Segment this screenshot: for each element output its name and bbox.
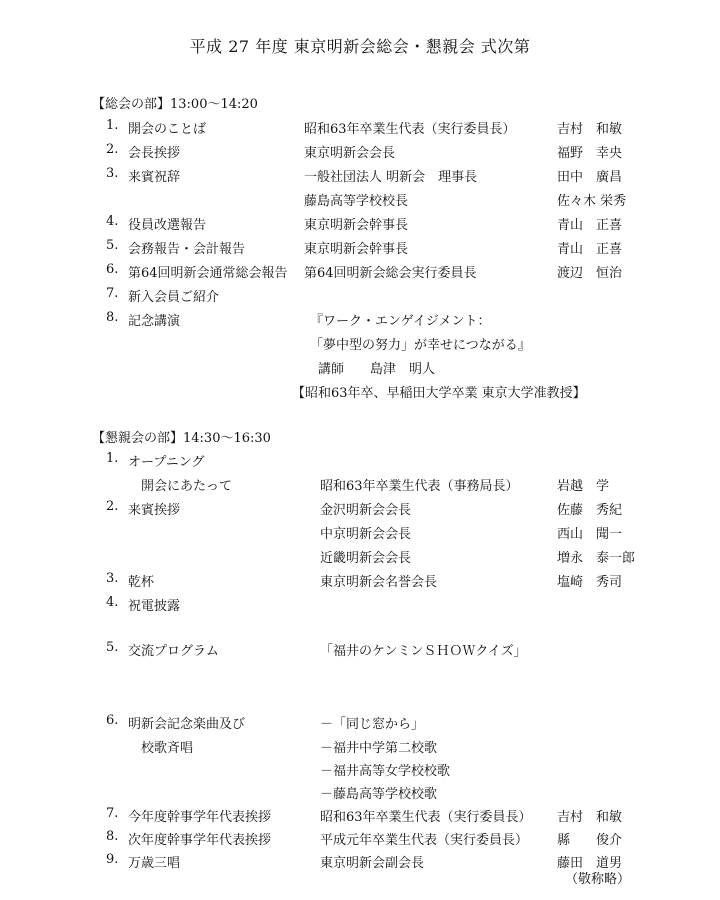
item-number: 9. [106, 852, 119, 867]
program-row [0, 499, 720, 519]
party-heading: 【懇親会の部】14:30〜16:30 [92, 431, 271, 446]
item-person: 田中 廣昌 [557, 170, 623, 185]
item-person: 佐々木 栄秀 [557, 194, 627, 209]
item-person: 青山 正喜 [557, 242, 623, 257]
item-label: 次年度幹事学年代表挨拶 [128, 833, 272, 848]
item-number: 1. [106, 118, 119, 133]
lecture-title: 『ワーク・エンゲイジメント： [310, 314, 491, 329]
program-row [0, 142, 720, 162]
item-number: 2. [106, 499, 119, 514]
item-role: 昭和63年卒業生代表（実行委員長） [320, 810, 532, 825]
item-role: 東京明新会幹事長 [304, 242, 409, 257]
general-meeting-heading: 【総会の部】13:00〜14:20 [92, 97, 258, 112]
program-row [0, 640, 720, 660]
item-role: －「同じ窓から」 [320, 717, 425, 732]
item-label: 祝電披露 [128, 599, 181, 614]
item-number: 3. [106, 166, 119, 181]
item-label: 新入会員ご紹介 [128, 290, 220, 305]
item-label: 校歌斉唱 [128, 741, 194, 756]
program-row [0, 262, 720, 282]
item-role: 一般社団法人 明新会 理事長 [304, 170, 478, 185]
program-row [0, 214, 720, 234]
program-row [0, 190, 720, 210]
item-role: 藤島高等学校校長 [304, 194, 409, 209]
item-role: 昭和63年卒業生代表（実行委員長） [304, 122, 516, 137]
item-label: 万歳三唱 [128, 856, 181, 871]
item-number: 4. [106, 214, 119, 229]
program-row [0, 547, 720, 567]
item-person: 佐藤 秀紀 [557, 503, 623, 518]
item-person: 藤田 道男 [557, 856, 623, 871]
lecture-speaker: 講師 島津 明人 [318, 362, 436, 377]
item-number: 8. [106, 310, 119, 325]
item-number: 1. [106, 451, 119, 466]
item-role: －福井高等女学校校歌 [320, 764, 451, 779]
item-number: 6. [106, 262, 119, 277]
item-role: 第64回明新会総会実行委員長 [304, 266, 477, 281]
item-number: 5. [106, 238, 119, 253]
item-label: 会長挨拶 [128, 146, 181, 161]
item-role: 昭和63年卒業生代表（事務局長） [320, 479, 519, 494]
item-role: 金沢明新会会長 [320, 503, 412, 518]
item-label: 来賓祝辞 [128, 170, 181, 185]
item-number: 7. [106, 286, 119, 301]
item-person: 吉村 和敏 [557, 810, 623, 825]
program-row [0, 595, 720, 615]
item-label: 開会のことば [128, 122, 207, 137]
item-label: 記念講演 [128, 314, 181, 329]
program-row [0, 451, 720, 471]
program-row [0, 713, 720, 733]
item-label: 今年度幹事学年代表挨拶 [128, 810, 272, 825]
item-role: 近畿明新会会長 [320, 551, 412, 566]
item-person: 西山 聞一 [557, 527, 623, 542]
item-role: 東京明新会幹事長 [304, 218, 409, 233]
program-row [0, 806, 720, 826]
program-row [0, 829, 720, 849]
item-number: 8. [106, 829, 119, 844]
item-person: 福野 幸央 [557, 146, 623, 161]
item-role: －福井中学第二校歌 [320, 741, 438, 756]
item-label: 明新会記念楽曲及び [128, 717, 246, 732]
page-title: 平成 27 年度 東京明新会総会・懇親会 式次第 [189, 37, 531, 56]
item-label: 第64回明新会通常総会報告 [128, 266, 288, 281]
program-row [0, 475, 720, 495]
item-person: 塩崎 秀司 [557, 575, 623, 590]
program-row [0, 166, 720, 186]
item-number: 3. [106, 571, 119, 586]
item-number: 7. [106, 806, 119, 821]
honorific-note: （敬称略） [564, 872, 630, 887]
item-label: 会務報告・会計報告 [128, 242, 246, 257]
item-number: 5. [106, 640, 119, 655]
item-label: 来賓挨拶 [128, 503, 181, 518]
item-label: 乾杯 [128, 575, 155, 590]
item-role: 「福井のケンミンＳＨＯＷクイズ」 [320, 644, 527, 659]
item-role: 東京明新会名誉会長 [320, 575, 438, 590]
lecture-subtitle: 「夢中型の努力」が幸せにつながる』 [310, 338, 531, 353]
item-label: 開会にあたって [128, 479, 233, 494]
item-number: 6. [106, 713, 119, 728]
item-role: 東京明新会副会長 [320, 856, 425, 871]
lecture-speaker-profile: 【昭和63年卒、早稲田大学卒業 東京大学准教授】 [292, 386, 586, 401]
item-label: オープニング [128, 455, 205, 470]
item-number: 4. [106, 595, 119, 610]
item-person: 岩越 学 [557, 479, 610, 494]
program-row [0, 523, 720, 543]
item-label: 役員改選報告 [128, 218, 207, 233]
item-person: 渡辺 恒治 [557, 266, 623, 281]
item-label: 交流プログラム [128, 644, 219, 659]
program-row [0, 783, 720, 803]
item-person: 青山 正喜 [557, 218, 623, 233]
item-role: 平成元年卒業生代表（実行委員長） [320, 833, 529, 848]
program-row [0, 286, 720, 306]
item-person: 縣 俊介 [557, 833, 623, 848]
program-row [0, 310, 720, 330]
program-row [0, 238, 720, 258]
item-number: 2. [106, 142, 119, 157]
item-role: 中京明新会会長 [320, 527, 412, 542]
program-row [0, 118, 720, 138]
item-person: 増永 泰一郎 [557, 551, 636, 566]
program-row [0, 571, 720, 591]
program-row [0, 760, 720, 780]
item-role: 東京明新会会長 [304, 146, 396, 161]
item-person: 吉村 和敏 [557, 122, 623, 137]
item-role: －藤島高等学校校歌 [320, 787, 438, 802]
program-row [0, 737, 720, 757]
